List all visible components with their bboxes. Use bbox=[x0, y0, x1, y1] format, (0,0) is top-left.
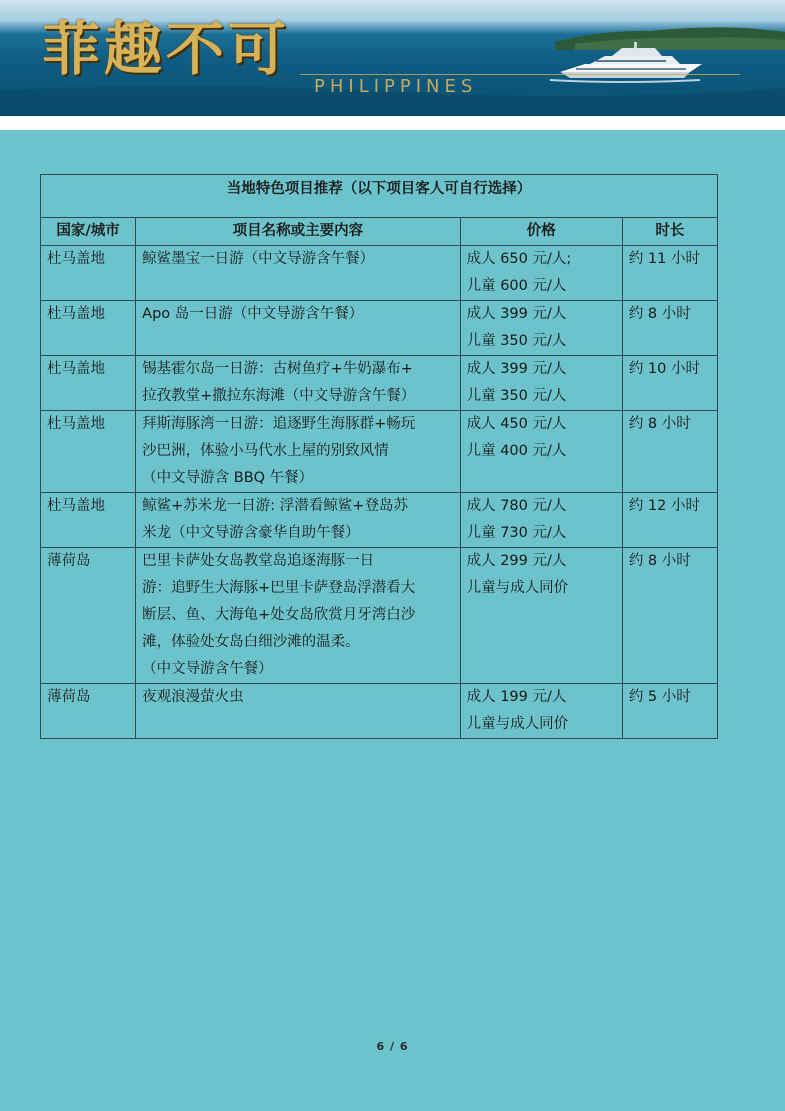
row-duration: 约 8 小时 bbox=[622, 411, 717, 493]
row-duration: 约 11 小时 bbox=[622, 246, 717, 301]
table-caption: 当地特色项目推荐（以下项目客人可自行选择） bbox=[41, 175, 718, 218]
row-price: 成人 199 元/人 儿童与成人同价 bbox=[460, 684, 622, 739]
row-price: 成人 650 元/人; 儿童 600 元/人 bbox=[460, 246, 622, 301]
header-tour-name: 项目名称或主要内容 bbox=[136, 218, 460, 246]
tour-recommendation-table bbox=[40, 174, 718, 739]
header-city: 国家/城市 bbox=[41, 218, 136, 246]
row-duration: 约 8 小时 bbox=[622, 548, 717, 684]
row-tour-name: 拜斯海豚湾一日游：追逐野生海豚群+畅玩 沙巴洲，体验小马代水上屋的别致风情 （中文导游含 BBQ 午餐） bbox=[136, 411, 460, 493]
header-banner bbox=[0, 0, 785, 116]
table-row bbox=[41, 301, 718, 356]
row-duration: 约 5 小时 bbox=[622, 684, 717, 739]
row-price: 成人 780 元/人 儿童 730 元/人 bbox=[460, 493, 622, 548]
row-tour-name: 夜观浪漫萤火虫 bbox=[136, 684, 460, 739]
row-tour-name: Apo 岛一日游（中文导游含午餐） bbox=[136, 301, 460, 356]
row-tour-name: 鲸鲨墨宝一日游（中文导游含午餐） bbox=[136, 246, 460, 301]
row-price: 成人 450 元/人 儿童 400 元/人 bbox=[460, 411, 622, 493]
table-row bbox=[41, 493, 718, 548]
header-price: 价格 bbox=[460, 218, 622, 246]
brand-logo-english: PHILIPPINES bbox=[314, 76, 478, 97]
row-tour-name: 鲸鲨+苏米龙一日游: 浮潜看鲸鲨+登岛苏 米龙（中文导游含豪华自助午餐） bbox=[136, 493, 460, 548]
row-price: 成人 299 元/人 儿童与成人同价 bbox=[460, 548, 622, 684]
table-row bbox=[41, 411, 718, 493]
table-row bbox=[41, 246, 718, 301]
row-city: 杜马盖地 bbox=[41, 493, 136, 548]
table-row bbox=[41, 548, 718, 684]
row-tour-name: 巴里卡萨处女岛教堂岛追逐海豚一日 游：追野生大海豚+巴里卡萨登岛浮潜看大 断层、鱼、大海龟+处女岛欣赏月牙湾白沙 滩，体验处女岛白细沙滩的温柔。 （中文导游含午餐） bbox=[136, 548, 460, 684]
row-city: 杜马盖地 bbox=[41, 411, 136, 493]
table-row bbox=[41, 356, 718, 411]
header-duration: 时长 bbox=[622, 218, 717, 246]
page-number: 6 / 6 bbox=[376, 1040, 409, 1053]
table-header-row bbox=[41, 218, 718, 246]
row-city: 薄荷岛 bbox=[41, 684, 136, 739]
brand-divider-line bbox=[300, 74, 740, 75]
row-duration: 约 10 小时 bbox=[622, 356, 717, 411]
banner-divider bbox=[0, 116, 785, 130]
row-city: 杜马盖地 bbox=[41, 246, 136, 301]
table-row bbox=[41, 684, 718, 739]
row-duration: 约 12 小时 bbox=[622, 493, 717, 548]
row-duration: 约 8 小时 bbox=[622, 301, 717, 356]
row-city: 杜马盖地 bbox=[41, 356, 136, 411]
row-city: 杜马盖地 bbox=[41, 301, 136, 356]
row-tour-name: 锡基霍尔岛一日游：古树鱼疗+牛奶瀑布+ 拉孜教堂+撒拉东海滩（中文导游含午餐） bbox=[136, 356, 460, 411]
row-price: 成人 399 元/人 儿童 350 元/人 bbox=[460, 356, 622, 411]
row-price: 成人 399 元/人 儿童 350 元/人 bbox=[460, 301, 622, 356]
row-city: 薄荷岛 bbox=[41, 548, 136, 684]
brand-logo-chinese: 菲趣不可 bbox=[42, 15, 291, 83]
